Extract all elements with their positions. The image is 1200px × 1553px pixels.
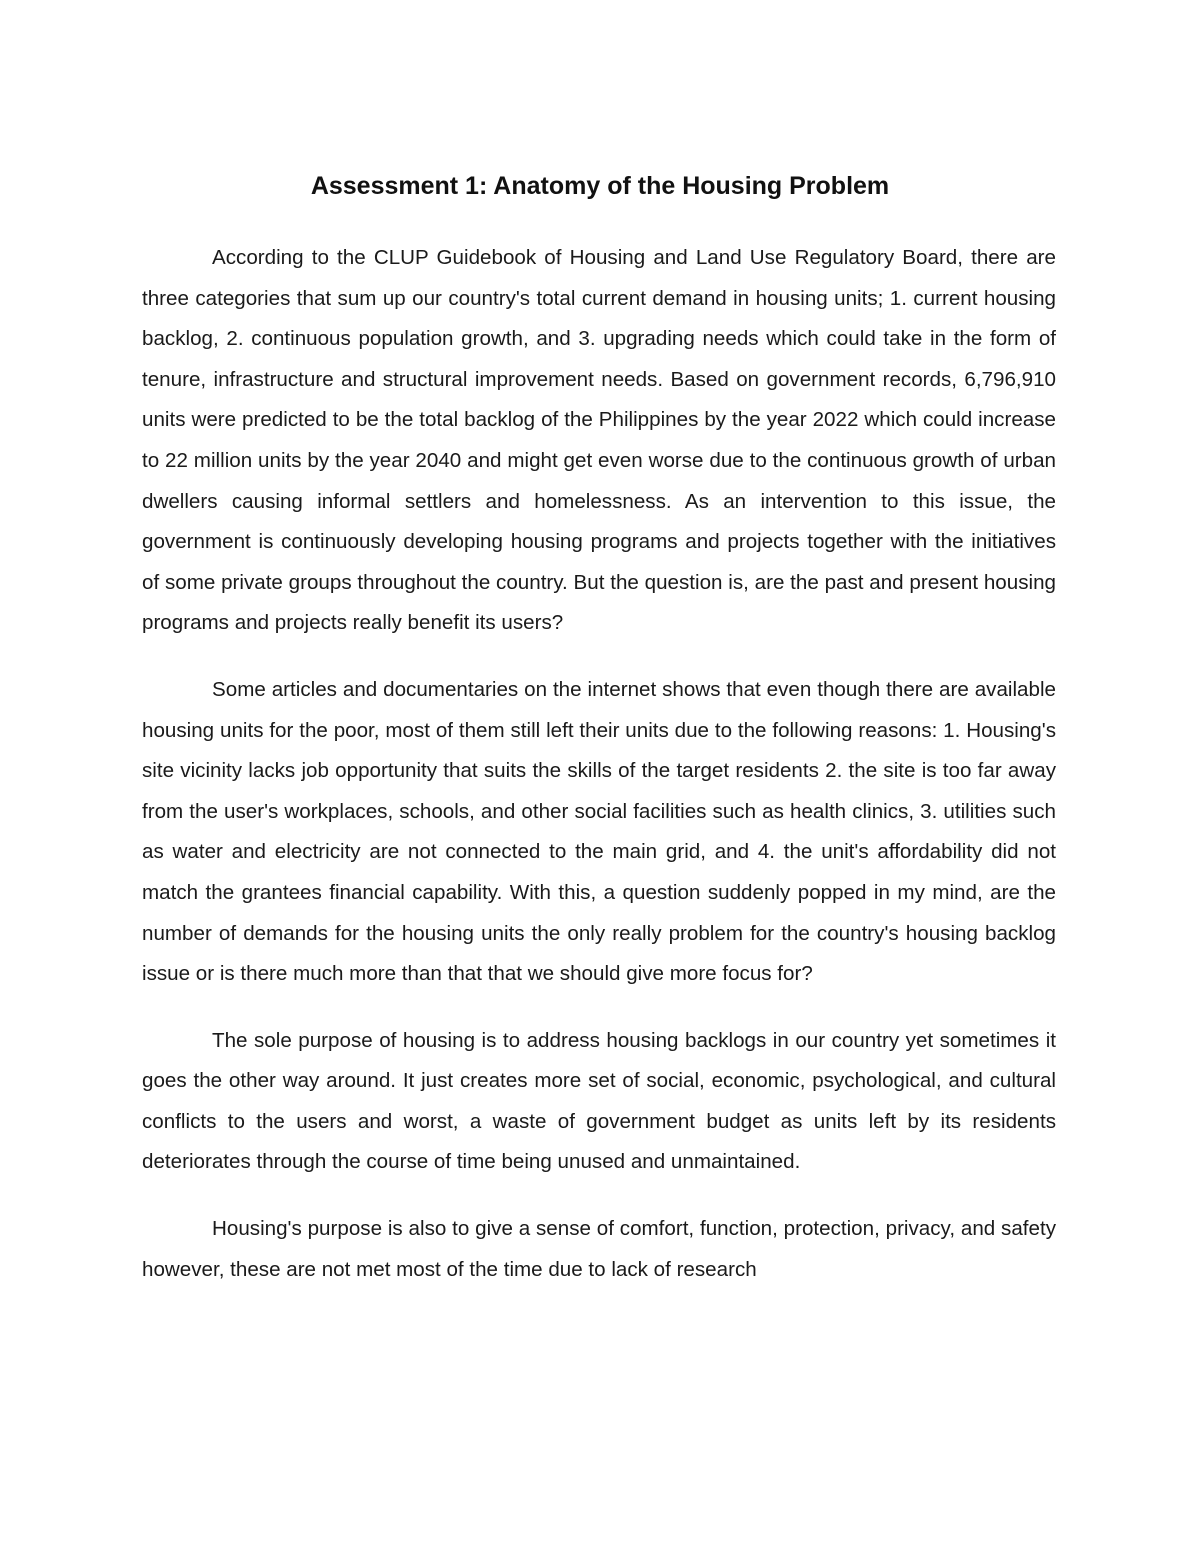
paragraph-1: According to the CLUP Guidebook of Housing and Land Use Regulatory Board, there are three categories that sum up our country's total current demand in housing units; 1. current housing backlog, 2. continuous population growth, and 3. upgrading needs which could take in the form of tenure, infrastructure and structural improvement needs. Based on government records, 6,796,910 units were predicted to be the total backlog of the Philippines by the year 2022 which could increase to 22 million units by the year 2040 and might get even worse due to the continuous growth of urban dwellers causing informal settlers and homelessness. As an intervention to this issue, the government is continuously developing housing programs and projects together with the initiatives of some private groups throughout the country. But the question is, are the past and present housing programs and projects really benefit its users?	[142, 246, 1056, 635]
paragraph-4: Housing's purpose is also to give a sense of comfort, function, protection, privacy, and safety however, these are not met most of the time due to lack of research	[142, 1217, 1056, 1281]
paragraph-2: Some articles and documentaries on the internet shows that even though there are available housing units for the poor, most of them still left their units due to the following reasons: 1. Housing's site vicinity lacks job opportunity that suits the skills of the target residents 2. the site is too far away from the user's workplaces, schools, and other social facilities such as health clinics, 3. utilities such as water and electricity are not connected to the main grid, and 4. the unit's affordability did not match the grantees financial capability. With this, a question suddenly popped in my mind, are the number of demands for the housing units the only really problem for the country's housing backlog issue or is there much more than that that we should give more focus for?	[142, 677, 1056, 986]
document-body	[142, 238, 1056, 1316]
document-title: Assessment 1: Anatomy of the Housing Problem	[310, 172, 890, 200]
paragraph-3: The sole purpose of housing is to address housing backlogs in our country yet sometimes it goes the other way around. It just creates more set of social, economic, psychological, and cultural conflicts to the users and worst, a waste of government budget as units left by its residents deteriorates through the course of time being unused and unmaintained.	[142, 1028, 1056, 1174]
